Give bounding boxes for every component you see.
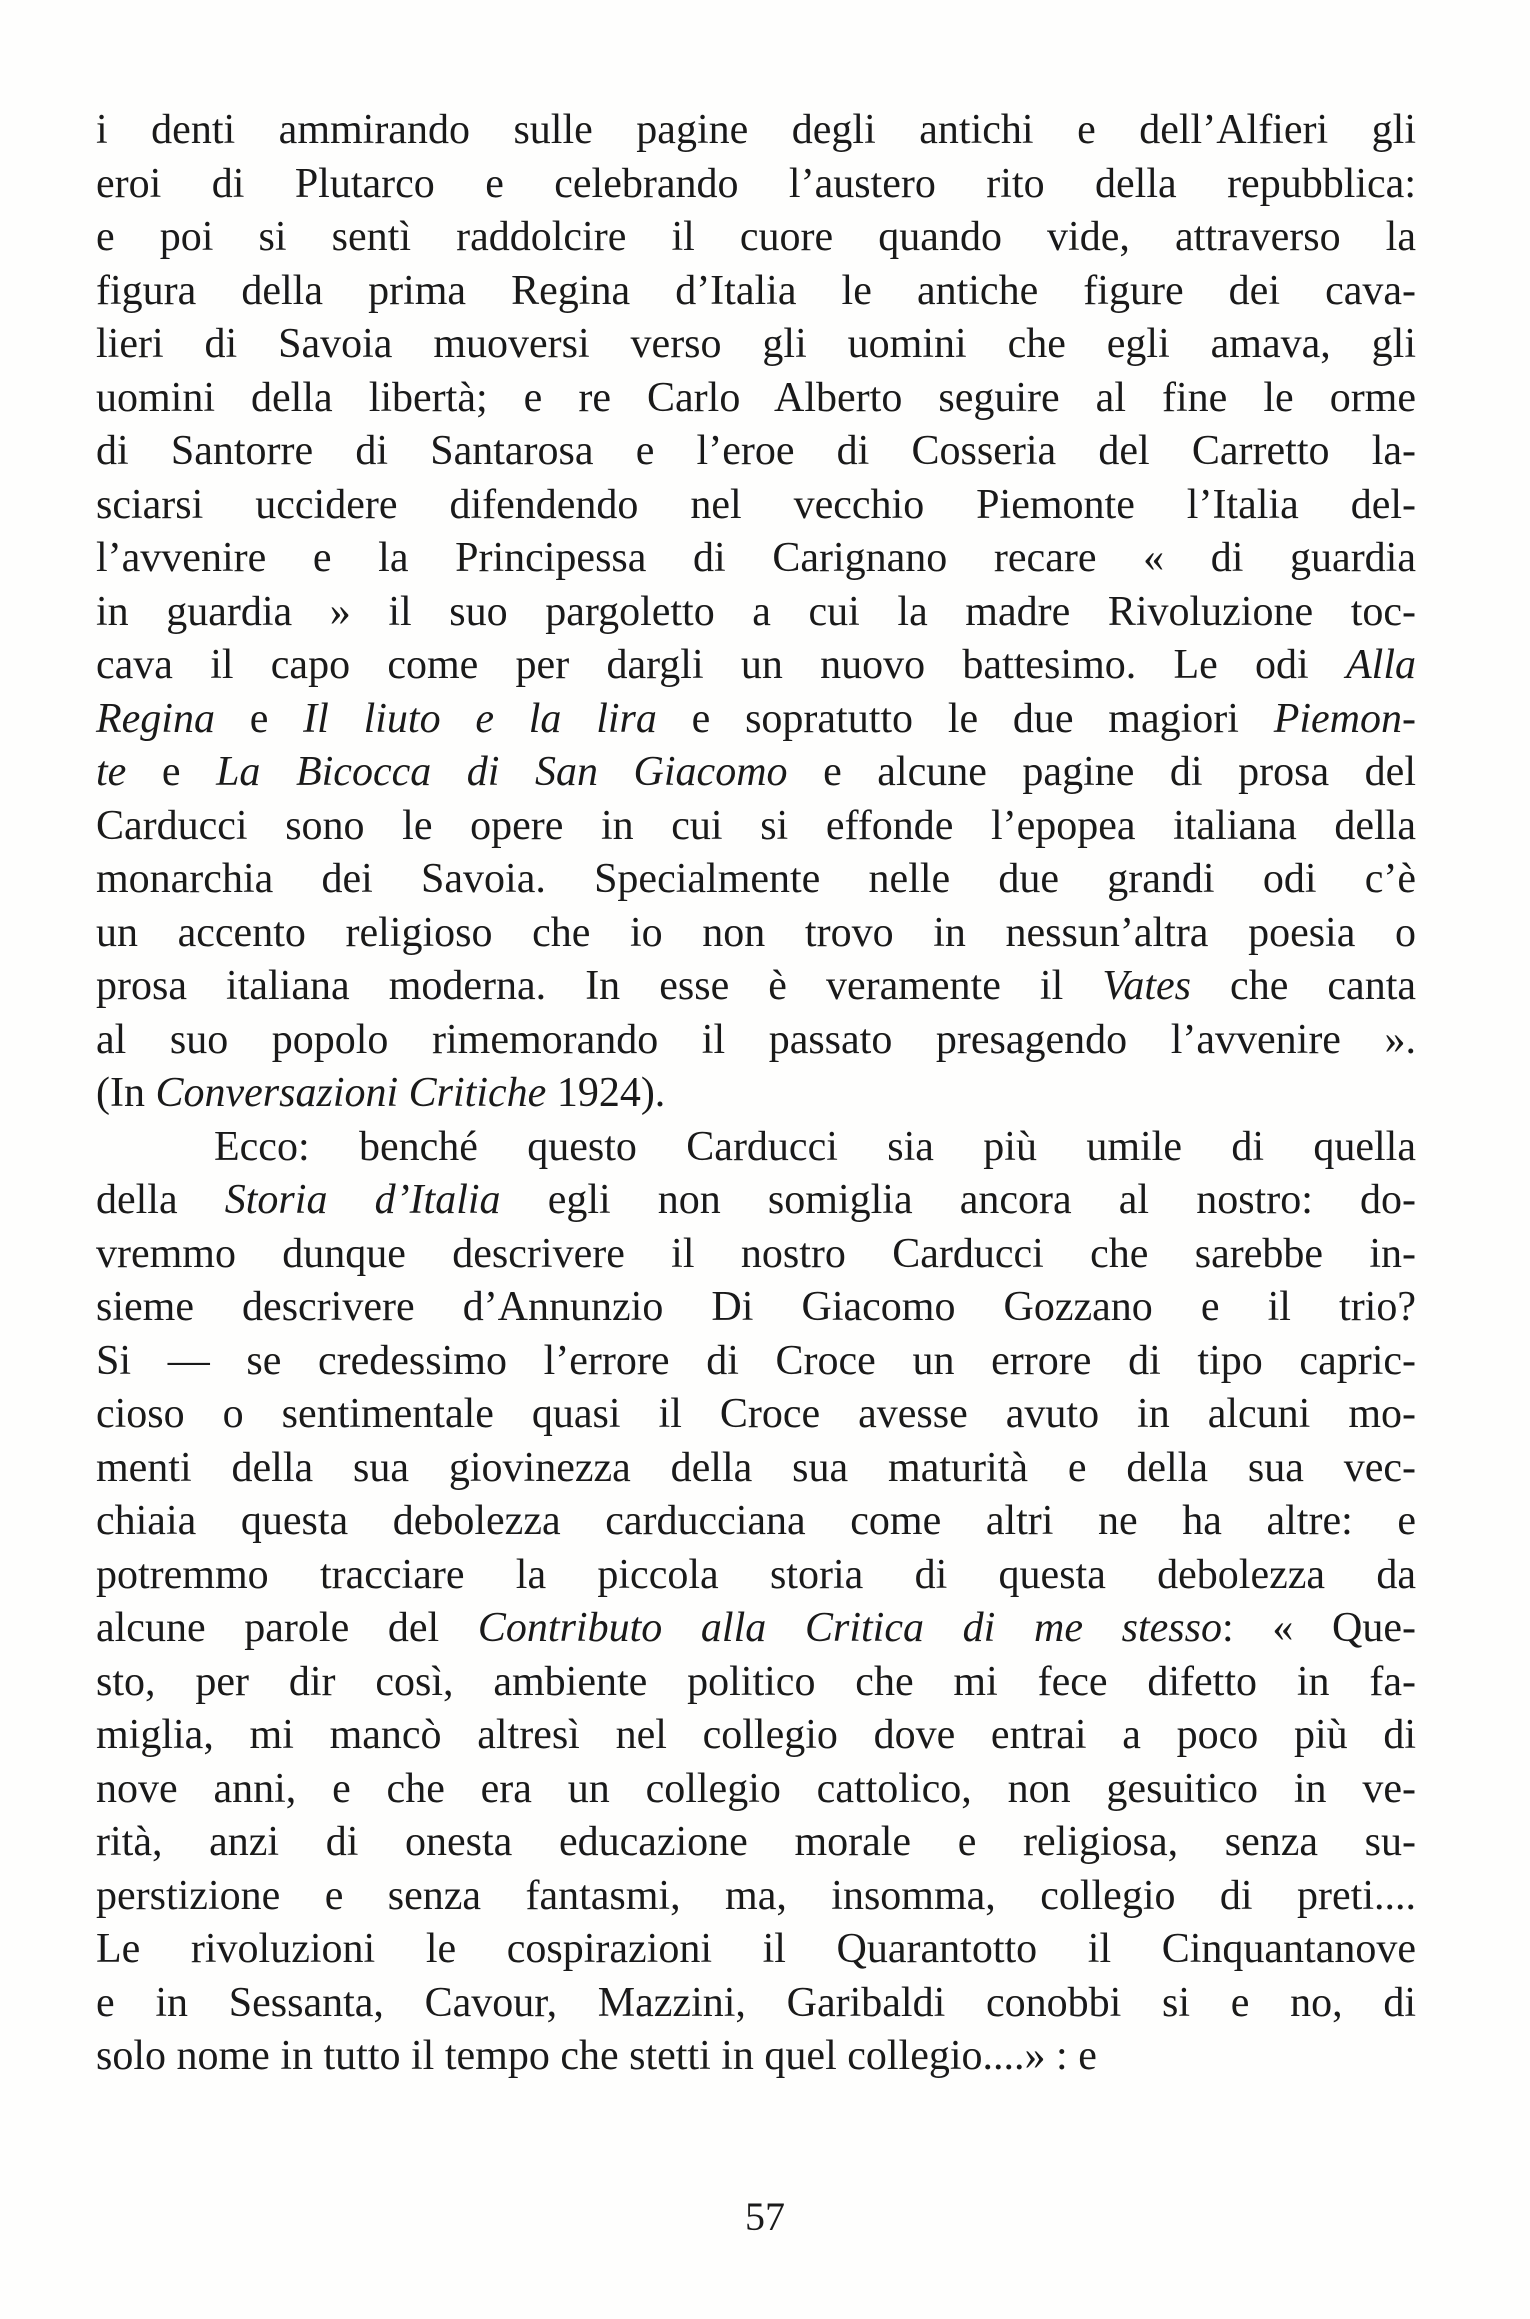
italic-title: Piemon- <box>1273 695 1416 742</box>
italic-title: Storia d’Italia <box>224 1177 501 1223</box>
text-segment: e <box>214 695 304 742</box>
text-line <box>96 1656 1416 1710</box>
text-line <box>96 211 1416 265</box>
text-segment: i denti ammirando sulle pagine degli antichi e dell’Alfieri gli <box>96 107 1416 153</box>
text-line <box>96 2030 1416 2084</box>
body-text <box>96 104 1416 2084</box>
text-line <box>96 693 1416 747</box>
text-segment: 1924). <box>546 1070 666 1116</box>
text-segment: l’avvenire e la Principessa di Carignano recare « di guardia <box>96 535 1416 581</box>
text-segment: menti della sua giovinezza della sua maturità e della sua vec- <box>96 1444 1416 1491</box>
text-segment: un accento religioso che io non trovo in nessun’altra poesia o <box>96 909 1416 956</box>
text-line <box>96 1763 1416 1817</box>
page-number: 57 <box>745 2194 785 2239</box>
text-segment: lieri di Savoia muoversi verso gli uomini che egli amava, gli <box>96 321 1416 367</box>
text-segment: Carducci sono le opere in cui si effonde l’epopea italiana della <box>96 802 1416 849</box>
italic-title: Conversazioni Critiche <box>155 1070 547 1116</box>
text-line <box>96 586 1416 640</box>
text-segment: figura della prima Regina d’Italia le antiche figure dei cava- <box>96 267 1416 314</box>
text-segment: che canta <box>1191 963 1416 1009</box>
text-segment: di Santorre di Santarosa e l’eroe di Cosseria del Carretto la- <box>96 428 1416 474</box>
text-segment: alcune parole del <box>96 1605 478 1651</box>
text-segment: cioso o sentimentale quasi il Croce avesse avuto in alcuni mo- <box>96 1391 1416 1437</box>
text-segment: e in Sessanta, Cavour, Mazzini, Garibaldi conobbi si e no, di <box>96 1979 1416 2026</box>
text-line <box>96 639 1416 693</box>
text-line <box>96 853 1416 907</box>
text-line <box>96 907 1416 961</box>
italic-title: La Bicocca di San Giacomo <box>216 749 788 795</box>
text-segment: al suo popolo rimemorando il passato presagendo l’avvenire ». <box>96 1016 1416 1063</box>
text-line <box>96 532 1416 586</box>
text-line <box>96 1549 1416 1603</box>
text-segment: vremmo dunque descrivere il nostro Carducci che sarebbe in- <box>96 1230 1416 1277</box>
text-line <box>96 1870 1416 1924</box>
text-segment: e <box>126 749 217 795</box>
text-segment: monarchia dei Savoia. Specialmente nelle due grandi odi c’è <box>96 856 1416 902</box>
text-segment: solo nome in tutto il tempo che stetti in quel collegio....» : e <box>96 2033 1097 2079</box>
italic-title: Regina <box>96 695 215 742</box>
text-line <box>96 1977 1416 2031</box>
text-segment: prosa italiana moderna. In esse è veramente il <box>96 963 1103 1009</box>
text-line <box>96 104 1416 158</box>
text-segment: in guardia » il suo pargoletto a cui la madre Rivoluzione toc- <box>96 588 1416 635</box>
text-segment: (In <box>96 1070 156 1116</box>
text-segment: Ecco: benché questo Carducci sia più umile di quella <box>214 1123 1416 1170</box>
text-line <box>96 1388 1416 1442</box>
text-segment: e poi si sentì raddolcire il cuore quando vide, attraverso la <box>96 214 1416 260</box>
text-segment: sieme descrivere d’Annunzio Di Giacomo Gozzano e il trio? <box>96 1284 1416 1330</box>
italic-title: Alla <box>1346 642 1416 688</box>
text-line <box>96 1816 1416 1870</box>
text-segment: eroi di Plutarco e celebrando l’austero rito della repubblica: <box>96 160 1416 207</box>
italic-title: Vates <box>1102 963 1191 1009</box>
text-line <box>96 425 1416 479</box>
text-line <box>96 1709 1416 1763</box>
text-segment: sto, per dir così, ambiente politico che mi fece difetto in fa- <box>96 1658 1416 1705</box>
text-segment: rità, anzi di onesta educazione morale e religiosa, senza su- <box>96 1819 1416 1865</box>
italic-title: Contributo alla Critica di me stesso <box>477 1605 1222 1651</box>
text-segment: della <box>96 1177 225 1223</box>
text-segment: Si — se credessimo l’errore di Croce un errore di tipo capric- <box>96 1337 1416 1384</box>
text-line <box>96 1014 1416 1068</box>
text-line <box>96 960 1416 1014</box>
text-segment: : « Que- <box>1222 1605 1416 1651</box>
text-line <box>96 1923 1416 1977</box>
paragraph <box>96 1121 1416 2084</box>
text-segment: chiaia questa debolezza carducciana come altri ne ha altre: e <box>96 1498 1416 1544</box>
text-segment: e sopratutto le due magiori <box>656 695 1274 742</box>
italic-title: Il liuto e la lira <box>303 695 657 742</box>
text-segment: potremmo tracciare la piccola storia di questa debolezza da <box>96 1551 1416 1598</box>
text-segment: cava il capo come per dargli un nuovo battesimo. Le odi <box>96 642 1346 688</box>
text-segment: sciarsi uccidere difendendo nel vecchio Piemonte l’Italia del- <box>96 481 1416 528</box>
text-line <box>96 1121 1416 1175</box>
text-line <box>96 372 1416 426</box>
text-line <box>96 800 1416 854</box>
text-line <box>96 1602 1416 1656</box>
text-segment: nove anni, e che era un collegio cattolico, non gesuitico in ve- <box>96 1765 1416 1812</box>
text-line <box>96 1281 1416 1335</box>
text-line <box>96 318 1416 372</box>
text-line <box>96 1228 1416 1282</box>
text-line <box>96 1495 1416 1549</box>
text-segment: uomini della libertà; e re Carlo Alberto seguire al fine le orme <box>96 374 1416 421</box>
text-line <box>96 1174 1416 1228</box>
text-segment: miglia, mi mancò altresì nel collegio dove entrai a poco più di <box>96 1712 1416 1758</box>
italic-title: te <box>96 749 127 795</box>
text-segment: egli non somiglia ancora al nostro: do- <box>500 1177 1416 1223</box>
text-line <box>96 1067 1416 1121</box>
text-line <box>96 1442 1416 1496</box>
paragraph <box>96 104 1416 1121</box>
text-segment: Le rivoluzioni le cospirazioni il Quarantotto il Cinquantanove <box>96 1926 1416 1972</box>
text-line <box>96 1335 1416 1389</box>
text-line <box>96 265 1416 319</box>
text-line <box>96 158 1416 212</box>
text-line <box>96 479 1416 533</box>
text-segment: e alcune pagine di prosa del <box>787 749 1416 795</box>
text-line <box>96 746 1416 800</box>
text-segment: perstizione e senza fantasmi, ma, insomma, collegio di preti.... <box>96 1872 1416 1919</box>
